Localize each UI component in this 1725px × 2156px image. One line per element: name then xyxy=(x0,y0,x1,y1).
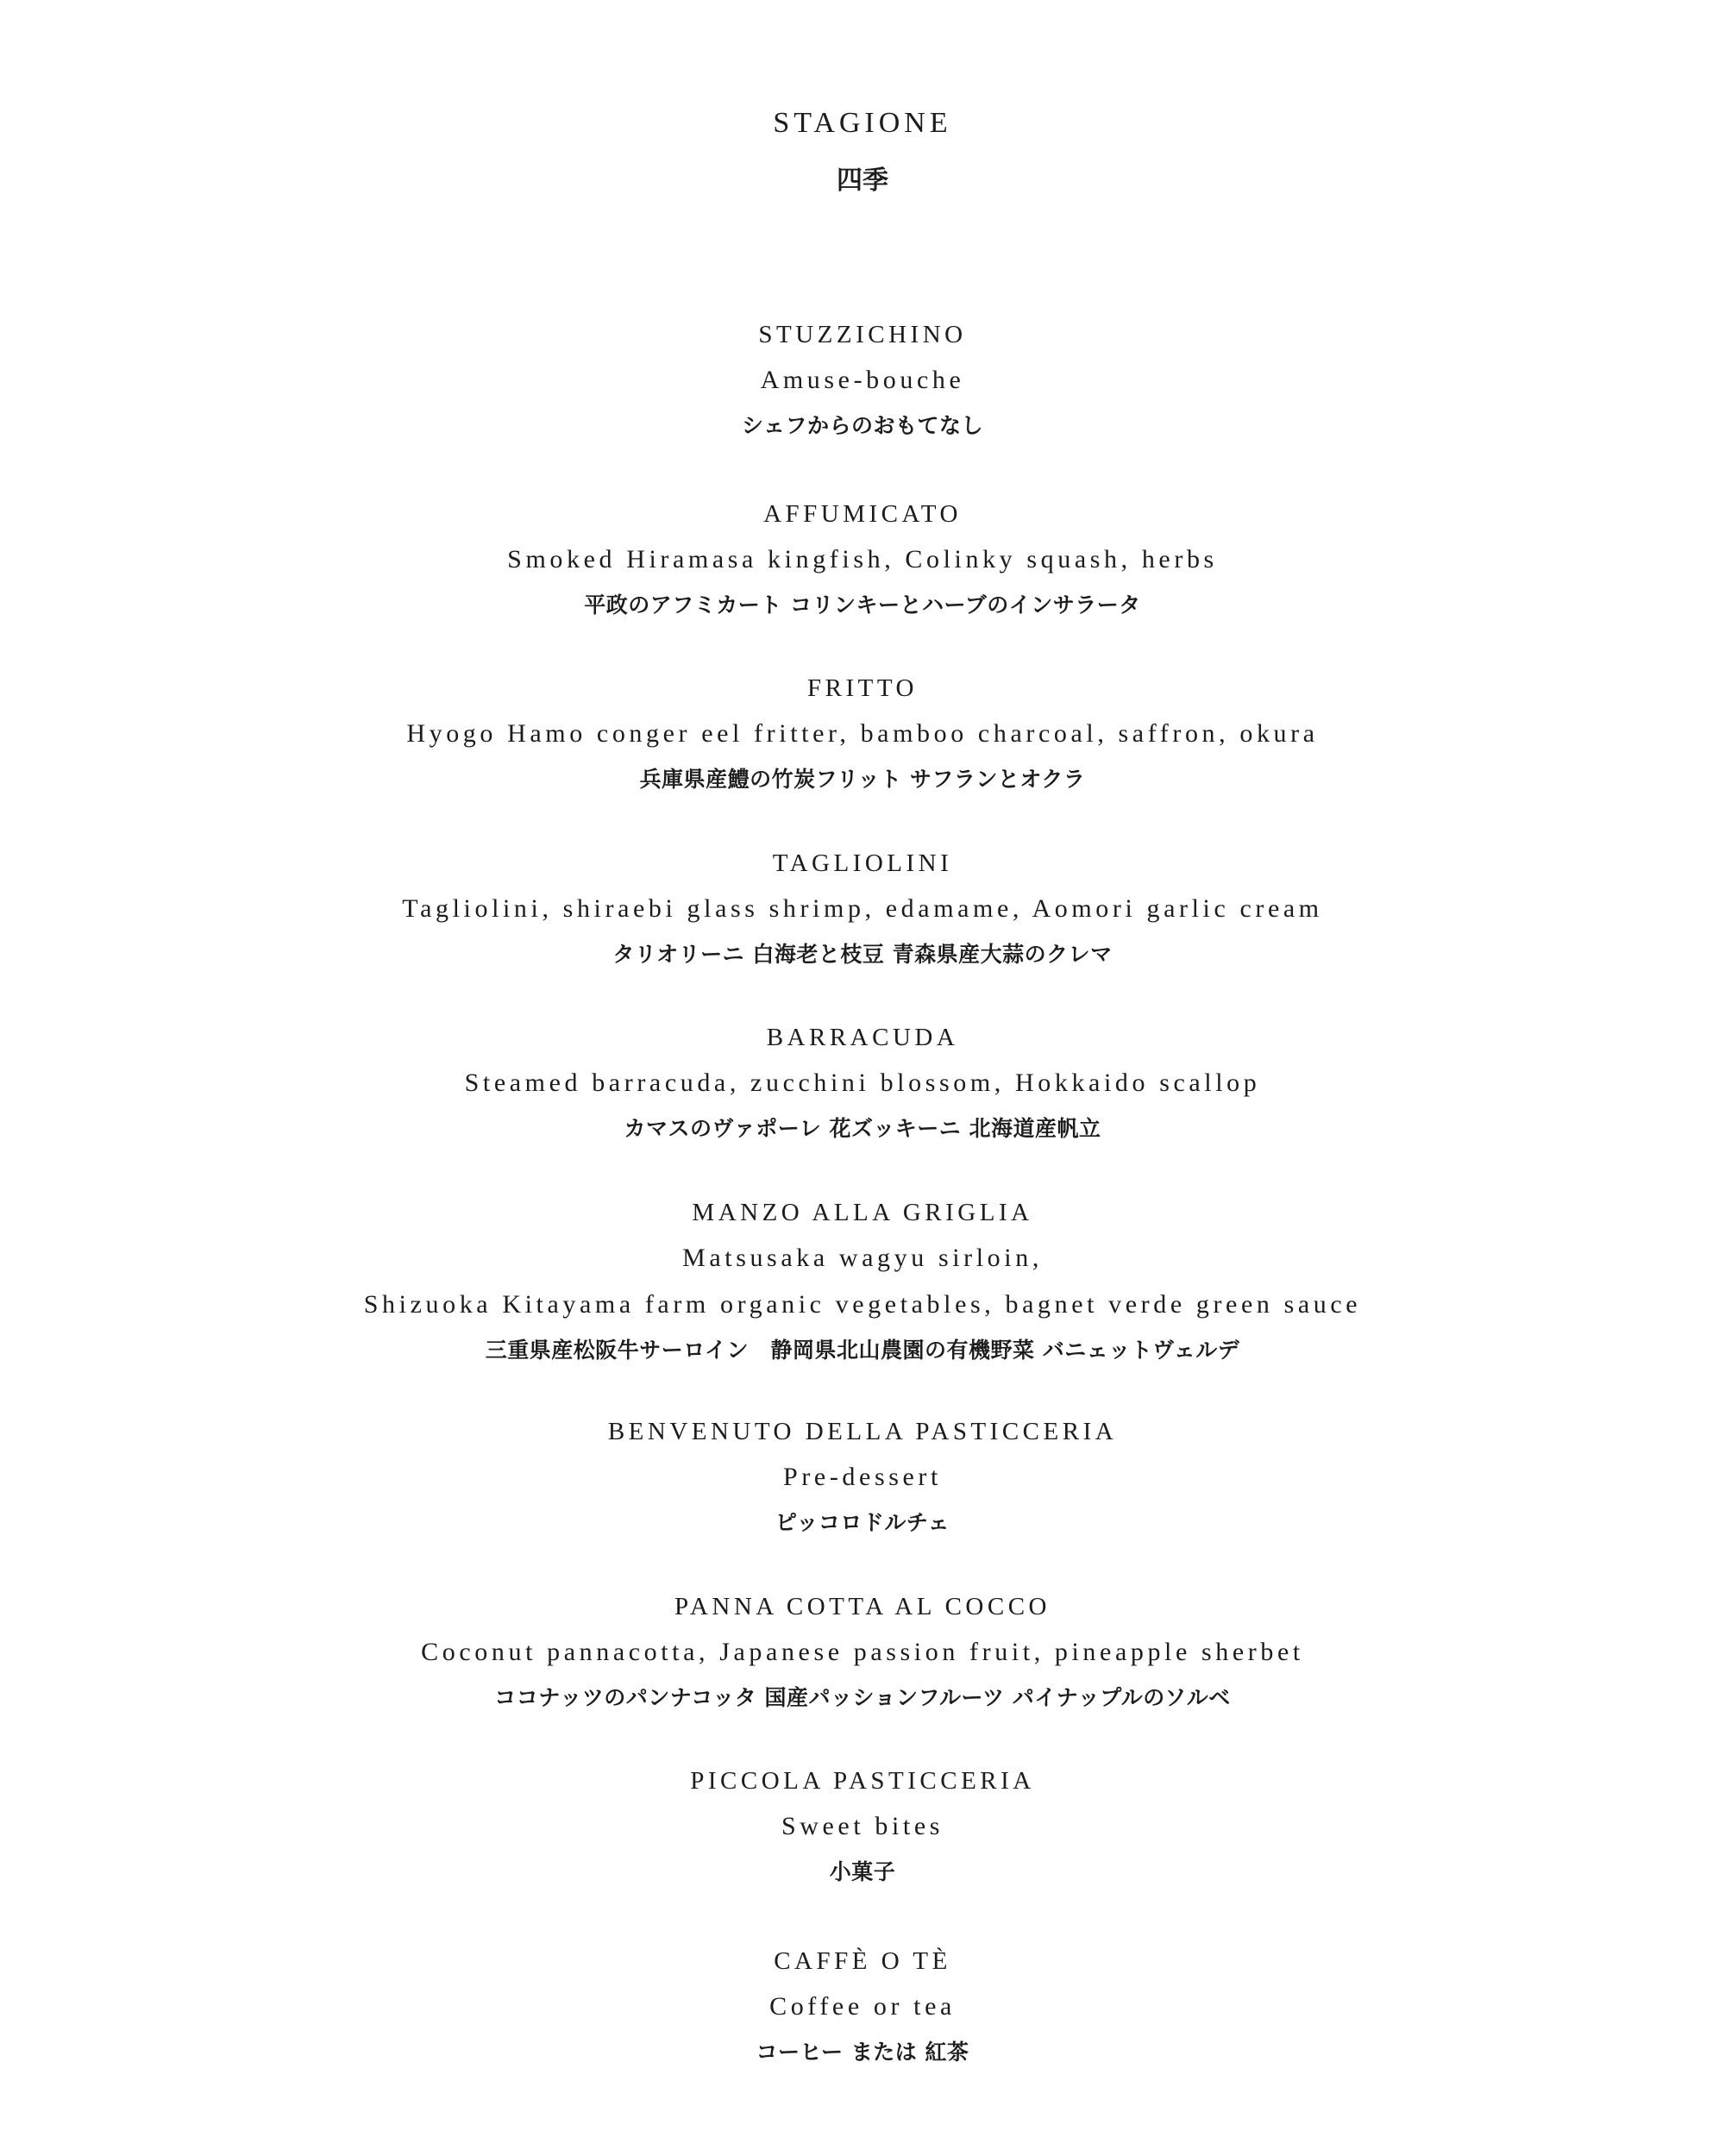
course-name: PANNA COTTA AL COCCO xyxy=(674,1593,1051,1620)
course-name: AFFUMICATO xyxy=(763,500,962,528)
course-description: Coffee or tea xyxy=(769,1992,956,2021)
menu-title: STAGIONE xyxy=(773,107,952,139)
course-name: BENVENUTO DELLA PASTICCERIA xyxy=(607,1418,1118,1445)
course-description: Matsusaka wagyu sirloin, xyxy=(682,1244,1043,1272)
course-description: Amuse-bouche xyxy=(760,366,965,394)
course-description: Sweet bites xyxy=(781,1812,944,1840)
course-japanese: カマスのヴァポーレ 花ズッキーニ 北海道産帆立 xyxy=(624,1116,1101,1141)
course-japanese: ココナッツのパンナコッタ 国産パッションフルーツ パイナップルのソルベ xyxy=(494,1685,1231,1710)
course-description: Tagliolini, shiraebi glass shrimp, edamame, Aomori garlic cream xyxy=(402,894,1323,923)
course-name: BARRACUDA xyxy=(766,1024,959,1051)
course-name: PICCOLA PASTICCERIA xyxy=(690,1767,1035,1795)
course-description: Smoked Hiramasa kingfish, Colinky squash, herbs xyxy=(507,545,1218,573)
course-name: MANZO ALLA GRIGLIA xyxy=(692,1199,1033,1226)
course-japanese: 三重県産松阪牛サーロイン 静岡県北山農園の有機野菜 バニェットヴェルデ xyxy=(485,1338,1240,1363)
course-japanese: コーヒー または 紅茶 xyxy=(756,2040,969,2065)
course-japanese: タリオリーニ 白海老と枝豆 青森県産大蒜のクレマ xyxy=(612,942,1113,967)
course-japanese: 平政のアフミカート コリンキーとハーブのインサラータ xyxy=(584,592,1141,617)
course-japanese: ピッコロドルチェ xyxy=(775,1510,950,1535)
course-name: FRITTO xyxy=(807,674,918,702)
course-name: TAGLIOLINI xyxy=(772,849,953,877)
menu-title-japanese: 四季 xyxy=(837,166,888,196)
course-japanese: 兵庫県産鱧の竹炭フリット サフランとオクラ xyxy=(639,767,1086,792)
course-description: Hyogo Hamo conger eel fritter, bamboo charcoal, saffron, okura xyxy=(406,719,1319,748)
course-name: CAFFÈ O TÈ xyxy=(774,1947,951,1975)
course-name: STUZZICHINO xyxy=(758,321,967,348)
course-japanese: 小菓子 xyxy=(829,1859,896,1884)
course-japanese: シェフからのおもてなし xyxy=(741,413,983,438)
course-description: Steamed barracuda, zucchini blossom, Hokkaido scallop xyxy=(464,1069,1261,1097)
course-description-line-2: Shizuoka Kitayama farm organic vegetables, bagnet verde green sauce xyxy=(363,1290,1362,1319)
course-description: Pre-dessert xyxy=(783,1463,942,1491)
course-description: Coconut pannacotta, Japanese passion fruit, pineapple sherbet xyxy=(421,1638,1304,1666)
